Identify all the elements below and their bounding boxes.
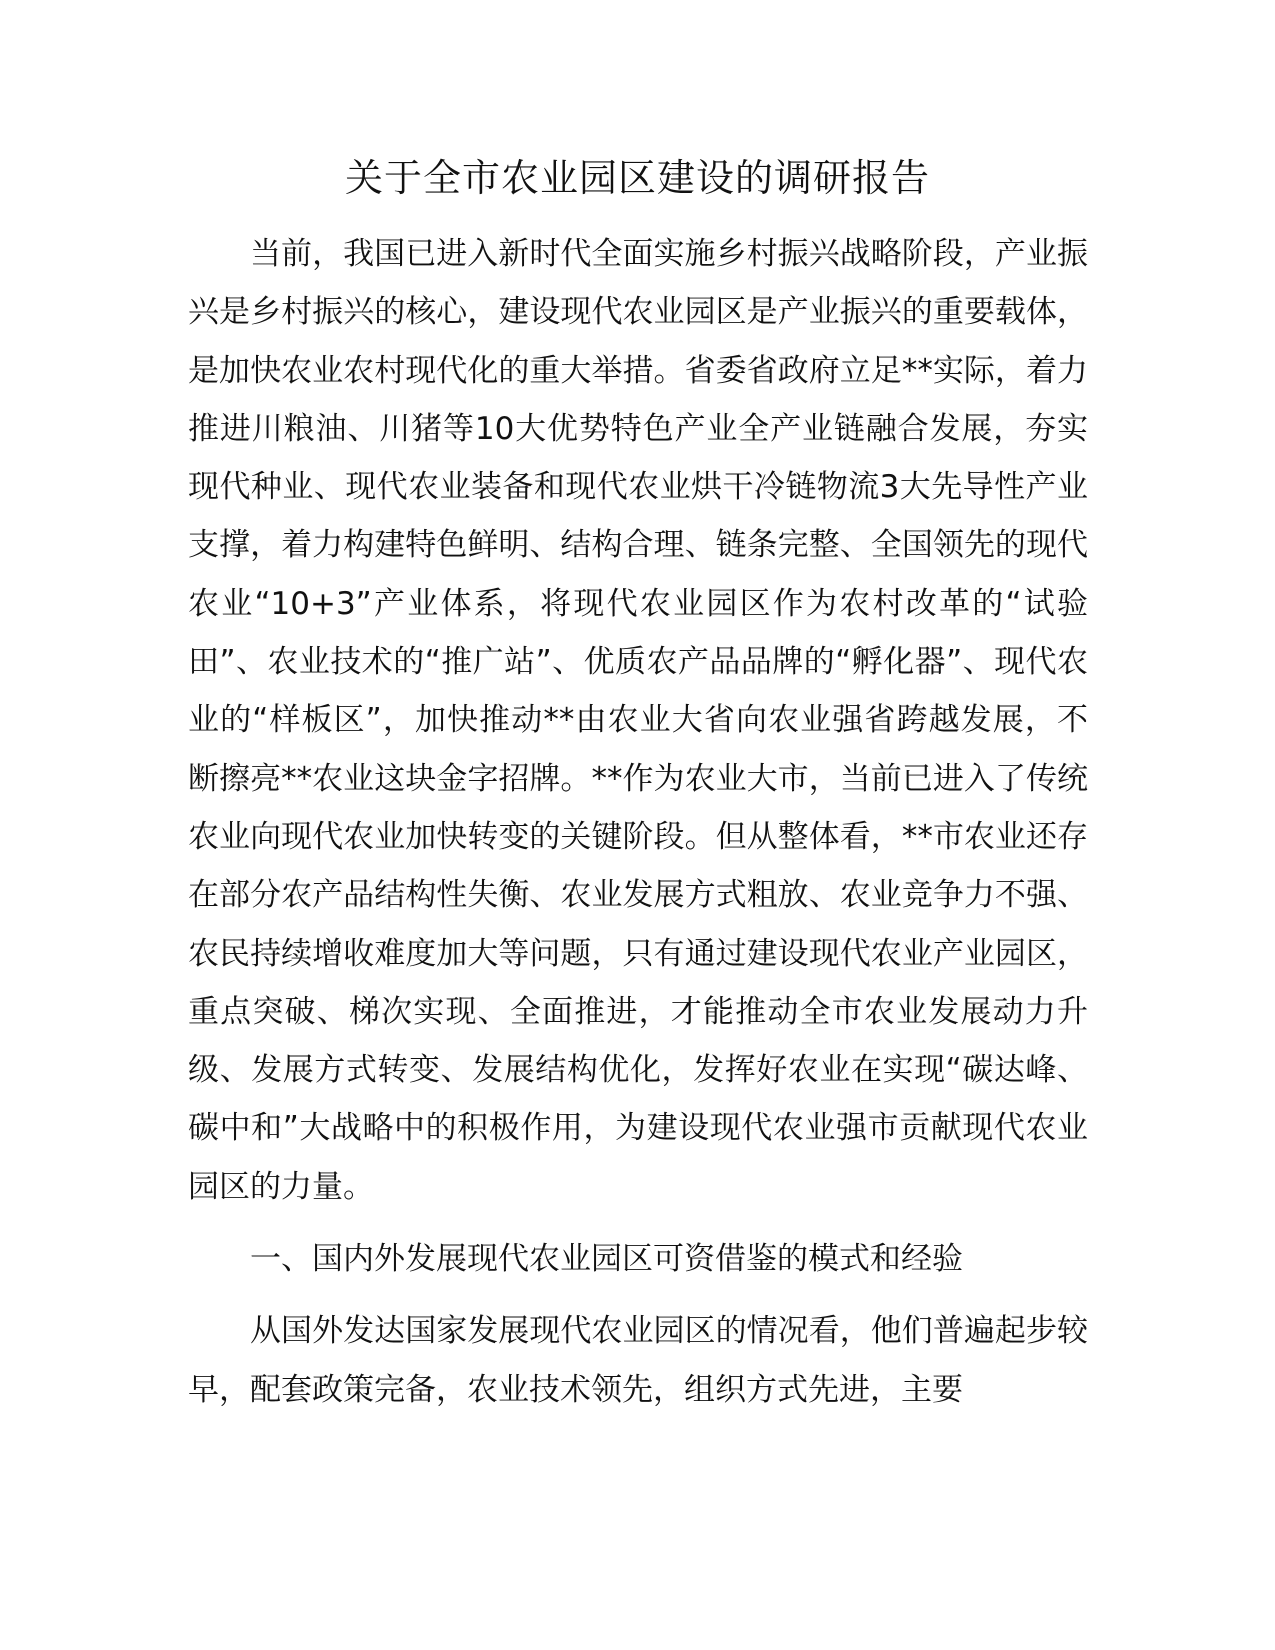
section-heading-1: 一、国内外发展现代农业园区可资借鉴的模式和经验 xyxy=(250,1241,963,1278)
intro-paragraph: 当前，我国已进入新时代全面实施乡村振兴战略阶段，产业振兴是乡村振兴的核心，建设现代农业园区是产业振兴的重要载体，是加快农业农村现代化的重大举措。省委省政府立足**实际，着力推进川粮油、川猪等10大优势特色产业全产业链融合发展，夯实现代种业、现代农业装备和现代农业烘干冷链物流3大先导性产业支撑，着力构建特色鲜明、结构合理、链条完整、全国领先的现代农业“10+3”产业体系，将现代农业园区作为农村改革的“试验田”、农业技术的“推广站”、优质农产品品牌的“孵化器”、现代农业的“样板区”，加快推动**由农业大省向农业强省跨越发展，不断擦亮**农业这块金字招牌。**作为农业大市，当前已进入了传统农业向现代农业加快转变的关键阶段。但从整体看，**市农业还存在部分农产品结构性失衡、农业发展方式粗放、农业竞争力不强、农民持续增收难度加大等问题，只有通过建设现代农业产业园区，重点突破、梯次实现、全面推进，才能推动全市农业发展动力升级、发展方式转变、发展结构优化，发挥好农业在实现“碳达峰、碳中和”大战略中的积极作用，为建设现代农业强市贡献现代农业园区的力量。 xyxy=(188,236,1088,1205)
section-1-paragraph: 从国外发达国家发展现代农业园区的情况看，他们普遍起步较早，配套政策完备，农业技术领先，组织方式先进，主要 xyxy=(188,1313,1088,1408)
document-body xyxy=(188,225,1088,1419)
document-title: 关于全市农业园区建设的调研报告 xyxy=(344,156,930,200)
